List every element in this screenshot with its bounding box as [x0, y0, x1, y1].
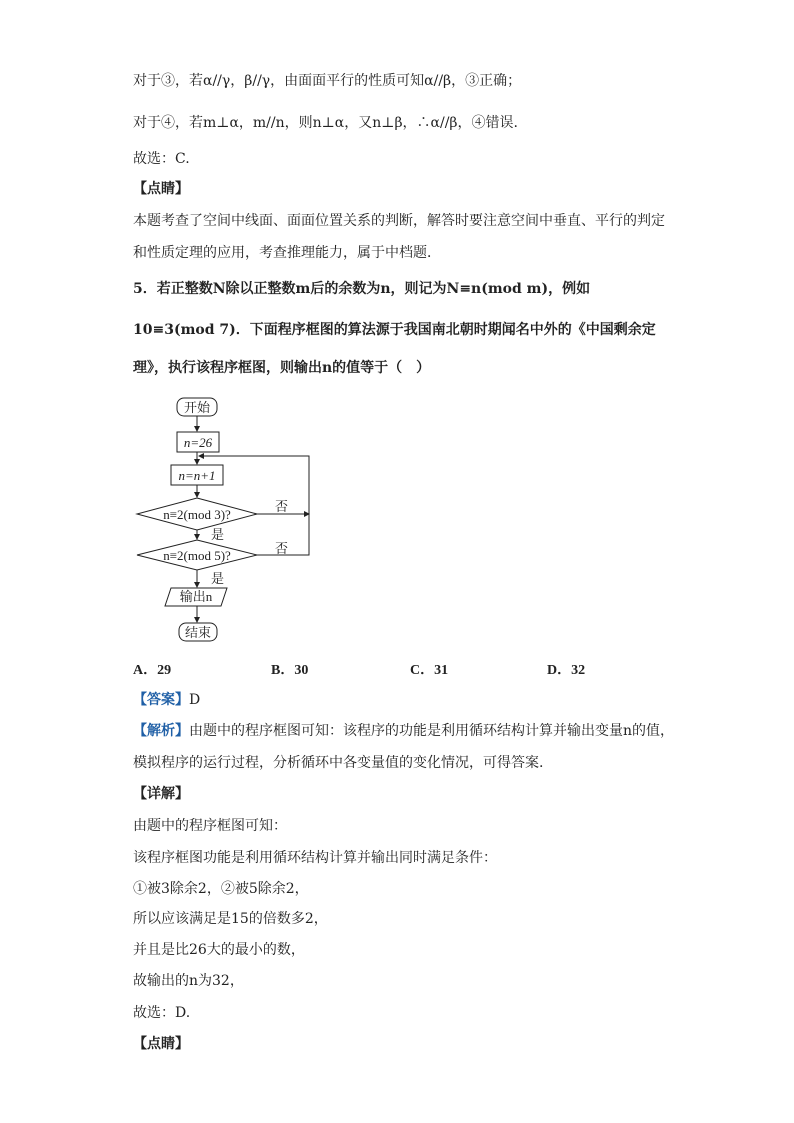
- answer-label: 【答案】: [133, 692, 189, 708]
- question-line-2: 10≡3(mod 7)．下面程序框图的算法源于我国南北朝时期闻名中外的《中国剩余定: [133, 322, 656, 338]
- flow-cond1-label: n≡2(mod 3)?: [163, 507, 231, 522]
- analysis-label: 【解析】: [133, 723, 189, 739]
- analysis-line-1: [133, 721, 674, 741]
- final-comment-heading: 【点睛】: [133, 1036, 189, 1052]
- option-b: B．30: [271, 663, 309, 678]
- details-line-1: 由题中的程序框图可知：: [133, 818, 287, 834]
- flow-start-label: 开始: [183, 400, 211, 415]
- question-line-1: 5．若正整数N除以正整数m后的余数为n，则记为N≡n(mod m)，例如: [133, 281, 591, 297]
- details-line-2: 该程序框图功能是利用循环结构计算并输出同时满足条件：: [133, 850, 497, 866]
- analysis-case-4: 对于④，若m⊥α，m//n，则n⊥α，又n⊥β，∴α//β，④错误.: [133, 115, 518, 131]
- answer-value: D: [189, 692, 201, 708]
- flow-yes2-label: 是: [211, 571, 225, 586]
- question-line-3: 理》，执行该程序框图，则输出n的值等于（ ）: [133, 360, 431, 376]
- flow-end-label: 结束: [184, 625, 212, 640]
- prev-comment-heading: 【点睛】: [133, 181, 189, 197]
- flow-update-label: n=n+1: [178, 468, 216, 483]
- details-line-7: 故选：D.: [133, 1005, 191, 1021]
- details-line-3: ①被3除余2，②被5除余2，: [133, 881, 309, 897]
- option-c: C．31: [410, 663, 449, 678]
- details-line-6: 故输出的n为32，: [133, 973, 244, 989]
- details-line-5: 并且是比26大的最小的数，: [133, 942, 305, 958]
- flow-no1-label: 否: [275, 499, 289, 514]
- flow-init-label: n=26: [183, 435, 213, 450]
- option-d: D．32: [547, 663, 586, 678]
- option-a: A．29: [133, 663, 172, 678]
- answer-line: [133, 690, 200, 710]
- analysis-line-2: 模拟程序的运行过程，分析循环中各变量值的变化情况，可得答案.: [133, 755, 544, 771]
- flow-cond2-label: n≡2(mod 5)?: [163, 548, 231, 563]
- prev-comment-line-2: 和性质定理的应用，考查推理能力，属于中档题．: [133, 245, 441, 261]
- flow-output-label: 输出n: [179, 589, 213, 604]
- prev-choice: 故选：C.: [133, 151, 190, 167]
- analysis-case-3: 对于③，若α//γ，β//γ，由面面平行的性质可知α//β，③正确；: [133, 73, 522, 89]
- details-heading: 【详解】: [133, 786, 189, 802]
- program-flowchart: [133, 393, 333, 653]
- flow-no2-label: 否: [275, 541, 289, 556]
- prev-comment-line-1: 本题考查了空间中线面、面面位置关系的判断，解答时要注意空间中垂直、平行的判定: [133, 213, 665, 229]
- details-line-4: 所以应该满足是15的倍数多2，: [133, 911, 328, 927]
- flow-yes1-label: 是: [211, 527, 225, 542]
- analysis-text-1: 由题中的程序框图可知：该程序的功能是利用循环结构计算并输出变量n的值，: [189, 723, 675, 739]
